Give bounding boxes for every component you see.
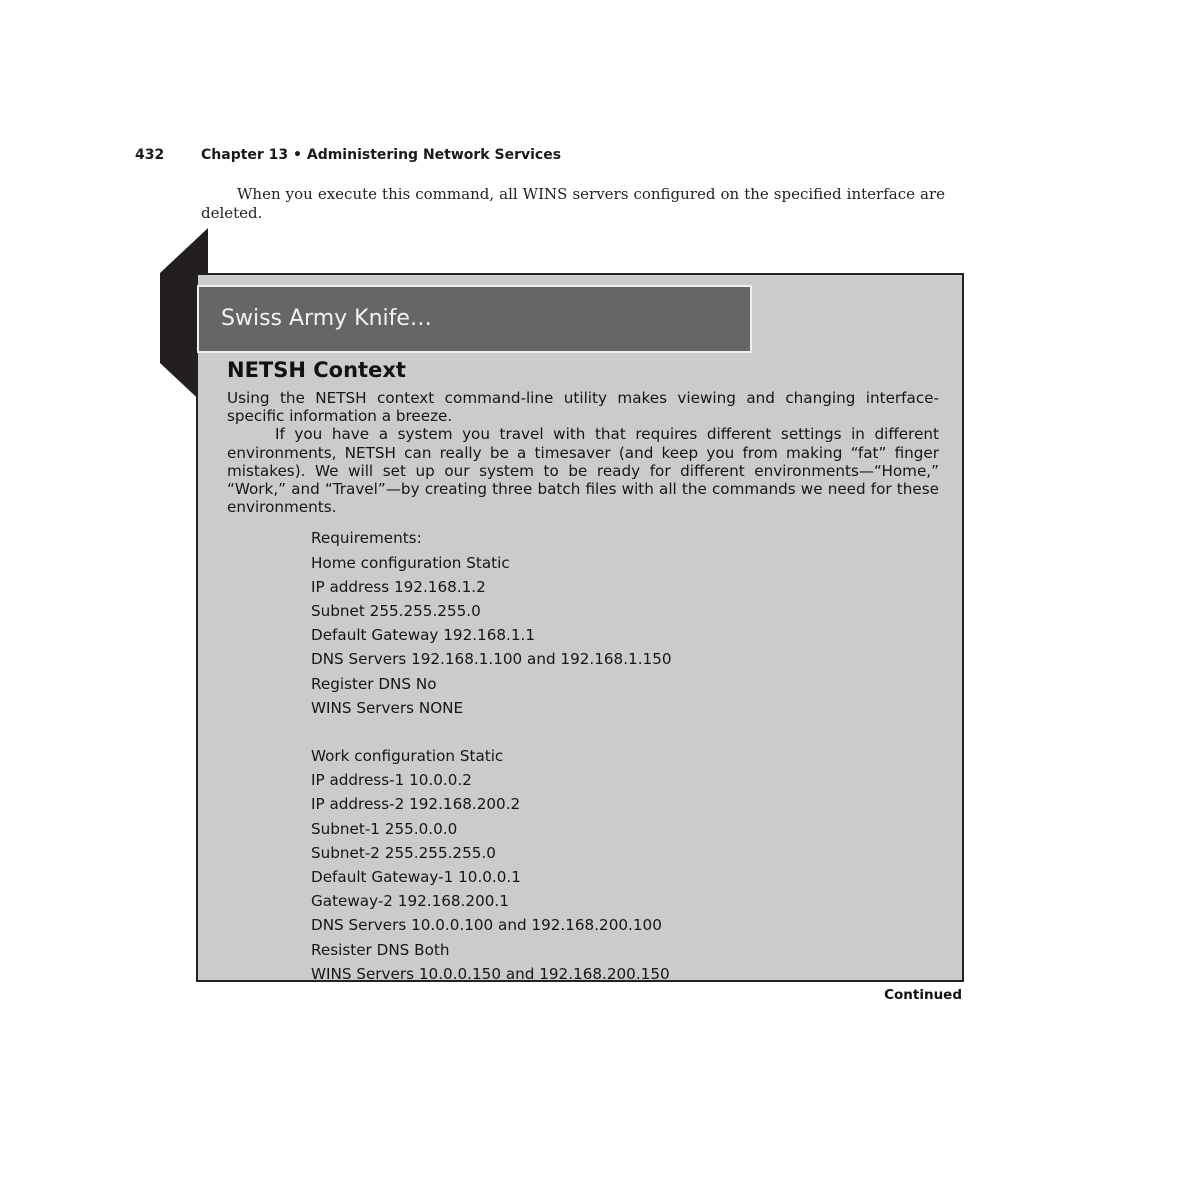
sidebar-paragraph: Using the NETSH context command-line utility makes viewing and changing interface-specific information a breeze. bbox=[227, 389, 939, 426]
requirement-line: Register DNS No bbox=[311, 674, 437, 693]
running-head bbox=[135, 147, 561, 163]
intro-text: When you execute this command, all WINS servers configured on the specified interface are deleted. bbox=[201, 185, 945, 222]
requirement-line: Resister DNS Both bbox=[311, 940, 450, 959]
sidebar-content bbox=[227, 357, 939, 986]
intro-paragraph bbox=[201, 185, 945, 223]
continued-label: Continued bbox=[884, 987, 962, 1003]
sidebar-banner: Swiss Army Knife… bbox=[197, 285, 752, 353]
requirement-line: Home configuration Static bbox=[311, 553, 510, 572]
requirement-line: WINS Servers 10.0.0.150 and 192.168.200.150 bbox=[311, 964, 670, 983]
section-title: NETSH Context bbox=[227, 358, 406, 382]
requirement-line: WINS Servers NONE bbox=[311, 698, 464, 717]
requirement-line: IP address-2 192.168.200.2 bbox=[311, 795, 521, 814]
requirement-line: Default Gateway 192.168.1.1 bbox=[311, 626, 536, 645]
requirements-list bbox=[311, 526, 939, 986]
requirement-line: DNS Servers 192.168.1.100 and 192.168.1.150 bbox=[311, 650, 672, 669]
requirement-line: Work configuration Static bbox=[311, 747, 504, 766]
requirement-line: Default Gateway-1 10.0.0.1 bbox=[311, 868, 521, 887]
requirement-line: DNS Servers 10.0.0.100 and 192.168.200.100 bbox=[311, 916, 662, 935]
requirement-line: Subnet 255.255.255.0 bbox=[311, 601, 481, 620]
requirement-line: IP address-1 10.0.0.2 bbox=[311, 771, 472, 790]
chapter-title: Chapter 13 • Administering Network Services bbox=[201, 147, 562, 163]
requirement-line: Gateway-2 192.168.200.1 bbox=[311, 892, 509, 911]
requirement-line: Subnet-1 255.0.0.0 bbox=[311, 819, 458, 838]
sidebar-paragraph: If you have a system you travel with that requires different settings in different environments, NETSH can really be a timesaver (and keep you from making “fat” finger mistakes). We will set up our system to be ready for different environments—“Home,” “Work,” and “Travel”—by creating three batch files with all the commands we need for these environments. bbox=[227, 425, 939, 517]
requirement-line: Subnet-2 255.255.255.0 bbox=[311, 843, 496, 862]
page-number: 432 bbox=[135, 147, 165, 163]
blank-line bbox=[311, 720, 939, 744]
requirement-line: IP address 192.168.1.2 bbox=[311, 577, 486, 596]
requirement-line: Requirements: bbox=[311, 529, 422, 548]
